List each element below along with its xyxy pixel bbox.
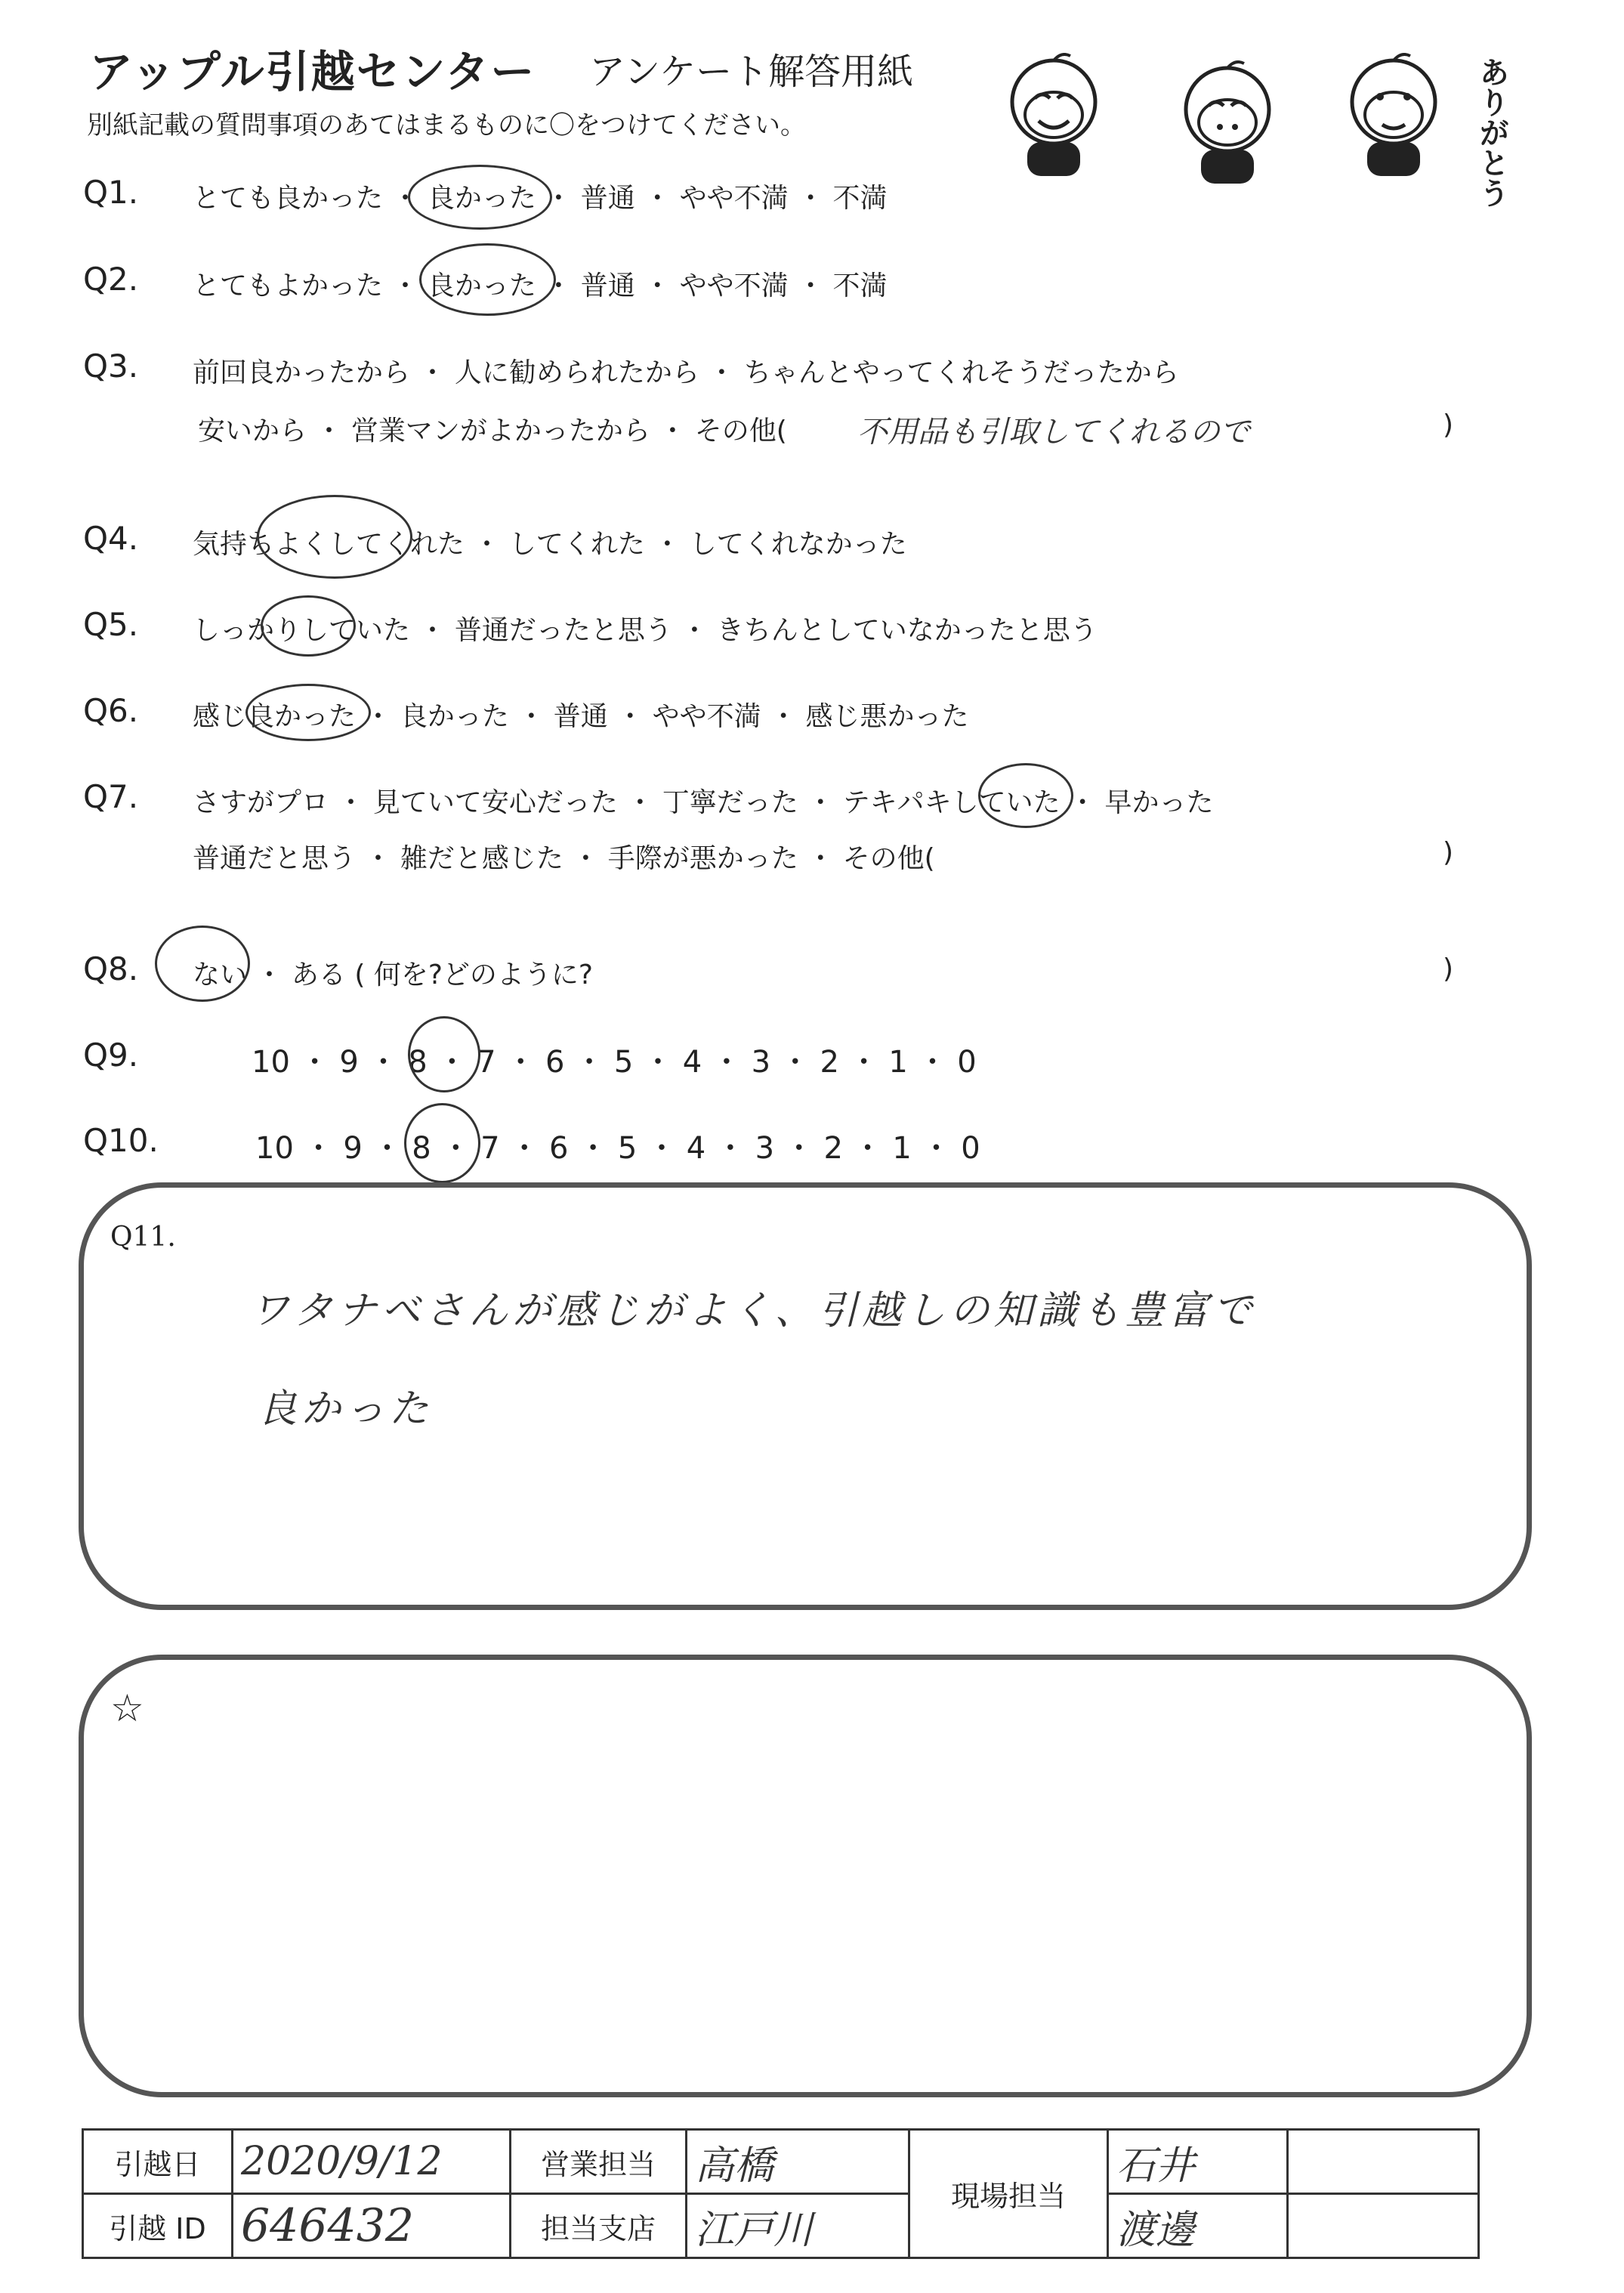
q6-label: Q6. xyxy=(83,692,139,729)
q4-options[interactable]: 気持ちよくしてくれた ・ してくれた ・ してくれなかった xyxy=(193,529,907,560)
form-title: アップル引越センター xyxy=(89,46,536,97)
q8-label: Q8. xyxy=(83,950,139,987)
q3-close-paren: ) xyxy=(1443,409,1454,440)
monkey-icon xyxy=(1341,53,1446,181)
q10-scale[interactable]: 10 ・ 9 ・ 8 ・ 7 ・ 6 ・ 5 ・ 4 ・ 3 ・ 2 ・ 1 ・ 0 xyxy=(255,1131,980,1166)
answer-circle xyxy=(155,926,250,1002)
q3-label: Q3. xyxy=(83,348,139,385)
answer-circle xyxy=(245,684,371,741)
monkey-icon xyxy=(1175,60,1280,189)
mascot-caption: ありがとう xyxy=(1474,57,1509,208)
q2-label: Q2. xyxy=(83,261,139,298)
answer-circle xyxy=(408,1016,480,1092)
move-id-label: 引越 ID xyxy=(83,2194,233,2258)
form-subtitle: アンケート解答用紙 xyxy=(589,51,914,93)
q5-options[interactable]: しっかりしていた ・ 普通だったと思う ・ きちんとしていなかったと思う xyxy=(193,615,1098,646)
q3-other-answer: 不用品も引取してくれるので xyxy=(857,415,1250,450)
field-value-1: 石井 xyxy=(1108,2130,1288,2194)
q5-label: Q5. xyxy=(83,606,139,643)
star-icon: ☆ xyxy=(110,1686,144,1730)
q8-close-paren: ) xyxy=(1443,953,1454,984)
q11-answer-line2: 良かった xyxy=(258,1386,434,1432)
answer-circle xyxy=(978,763,1073,828)
answer-circle xyxy=(261,595,356,657)
move-date-value: 2020/9/12 xyxy=(233,2130,511,2194)
answer-circle xyxy=(408,165,552,230)
q10-label: Q10. xyxy=(83,1122,159,1159)
field-empty-cell xyxy=(1288,2194,1479,2258)
monkey-icon xyxy=(1001,53,1107,181)
field-value-2: 渡邊 xyxy=(1108,2194,1288,2258)
sales-value: 高橋 xyxy=(687,2130,909,2194)
q4-label: Q4. xyxy=(83,520,139,557)
answer-circle xyxy=(257,495,412,579)
q9-label: Q9. xyxy=(83,1037,139,1074)
q3-options-line2[interactable]: 安いから ・ 営業マンがよかったから ・ その他( xyxy=(198,416,787,447)
footer-table xyxy=(82,2128,1480,2259)
comment-box[interactable] xyxy=(79,1655,1532,2097)
q7-label: Q7. xyxy=(83,778,139,815)
q2-options[interactable]: とてもよかった ・ 良かった ・ 普通 ・ やや不満 ・ 不満 xyxy=(193,270,888,301)
q9-scale[interactable]: 10 ・ 9 ・ 8 ・ 7 ・ 6 ・ 5 ・ 4 ・ 3 ・ 2 ・ 1 ・ 0 xyxy=(252,1045,977,1080)
move-id-value: 646432 xyxy=(233,2194,511,2258)
branch-value: 江戸川 xyxy=(687,2194,909,2258)
answer-circle xyxy=(404,1103,480,1183)
instruction-text: 別紙記載の質問事項のあてはまるものに〇をつけてください。 xyxy=(87,110,806,141)
answer-circle xyxy=(419,243,556,316)
q8-options[interactable]: ない ・ ある ( 何を?どのように? xyxy=(193,960,594,990)
sales-label: 営業担当 xyxy=(511,2130,687,2194)
branch-label: 担当支店 xyxy=(511,2194,687,2258)
q3-options-line1[interactable]: 前回良かったから ・ 人に勧められたから ・ ちゃんとやってくれそうだったから xyxy=(193,357,1179,388)
q7-close-paren: ) xyxy=(1443,837,1454,868)
q6-options[interactable]: 感じ良かった ・ 良かった ・ 普通 ・ やや不満 ・ 感じ悪かった xyxy=(193,701,969,732)
q7-options-line2[interactable]: 普通だと思う ・ 雑だと感じた ・ 手際が悪かった ・ その他( xyxy=(193,843,935,874)
move-date-label: 引越日 xyxy=(83,2130,233,2194)
q7-options-line1[interactable]: さすがプロ ・ 見ていて安心だった ・ 丁寧だった ・ テキパキしていた ・ 早かった xyxy=(193,787,1214,818)
q1-label: Q1. xyxy=(83,174,139,211)
q1-options[interactable]: とても良かった ・ 良かった ・ 普通 ・ やや不満 ・ 不満 xyxy=(193,183,888,214)
field-label: 現場担当 xyxy=(909,2130,1108,2258)
q11-answer-box[interactable] xyxy=(79,1182,1532,1610)
q11-label: Q11. xyxy=(110,1222,176,1253)
field-empty-cell xyxy=(1288,2130,1479,2194)
q11-answer-line1: ワタナベさんが感じがよく、引越しの知識も豊富で xyxy=(250,1288,1257,1333)
